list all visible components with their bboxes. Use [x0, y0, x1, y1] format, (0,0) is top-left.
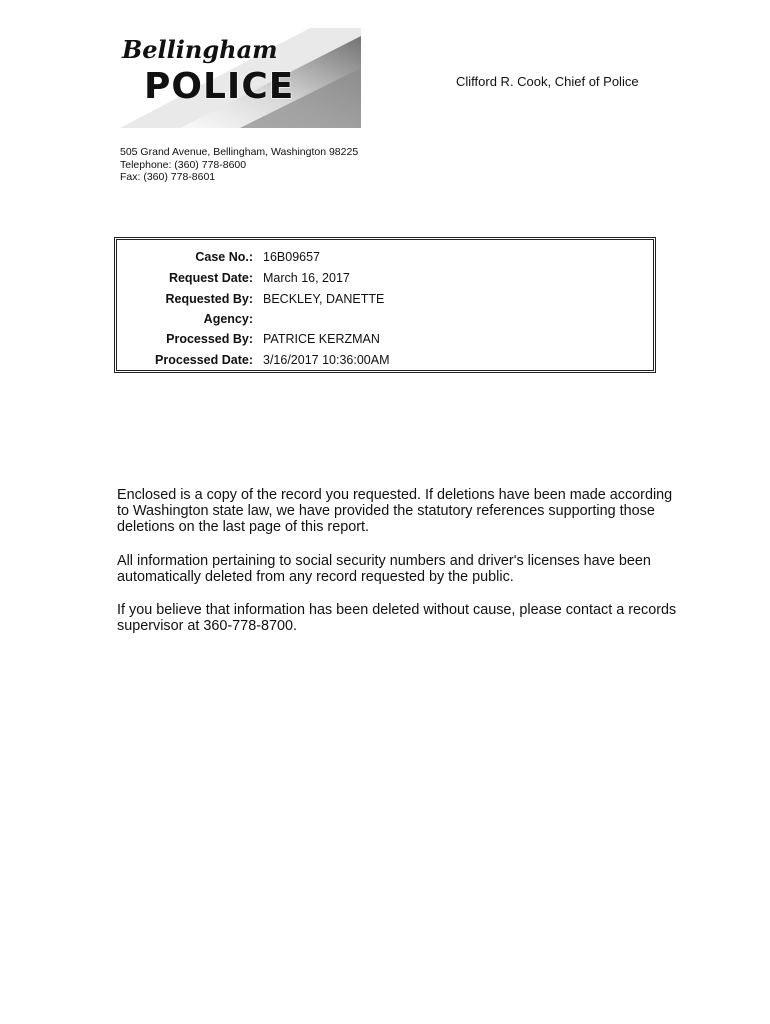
case-row-agency — [117, 312, 653, 332]
case-row-processed-by — [117, 332, 653, 352]
telephone: Telephone: (360) 778-8600 — [120, 158, 247, 171]
case-row-processed-date — [117, 353, 653, 373]
processed-by-value: PATRICE KERZMAN — [263, 332, 380, 346]
chief-of-police: Clifford R. Cook, Chief of Police — [456, 74, 639, 89]
requested-by-value: BECKLEY, DANETTE — [263, 292, 385, 306]
case-row-requested-by — [117, 292, 653, 312]
paragraph-contact: If you believe that information has been deleted without cause, please contact a records supervisor at 360-778-8700. — [117, 602, 677, 635]
requested-by-label: Requested By: — [165, 292, 253, 306]
case-row-case-no — [117, 250, 653, 270]
case-no-label: Case No.: — [195, 250, 253, 264]
fax: Fax: (360) 778-8601 — [120, 171, 216, 183]
logo-main-text: POLICE — [144, 66, 295, 107]
letter-body — [117, 487, 677, 651]
street-address: 505 Grand Avenue, Bellingham, Washington 98225 — [120, 146, 359, 158]
address-block — [120, 146, 358, 184]
request-date-label: Request Date: — [168, 271, 253, 285]
processed-date-label: Processed Date: — [155, 353, 253, 367]
request-date-value: March 16, 2017 — [263, 271, 350, 285]
case-row-request-date — [117, 271, 653, 291]
processed-by-label: Processed By: — [166, 332, 253, 346]
case-info-box — [114, 237, 656, 373]
logo-script-text: Bellingham — [122, 35, 278, 64]
bellingham-police-logo — [120, 28, 361, 128]
processed-date-value: 3/16/2017 10:36:00AM — [263, 353, 390, 367]
paragraph-enclosed: Enclosed is a copy of the record you requested. If deletions have been made according to Washington state law, we have provided the statutory references supporting those deletions on the last page of this report. — [117, 487, 673, 536]
case-no-value: 16B09657 — [263, 250, 321, 264]
paragraph-deleted-info: All information pertaining to social security numbers and driver's licenses have been automatically deleted from any record requested by the public. — [117, 552, 651, 585]
agency-label: Agency: — [203, 312, 253, 326]
